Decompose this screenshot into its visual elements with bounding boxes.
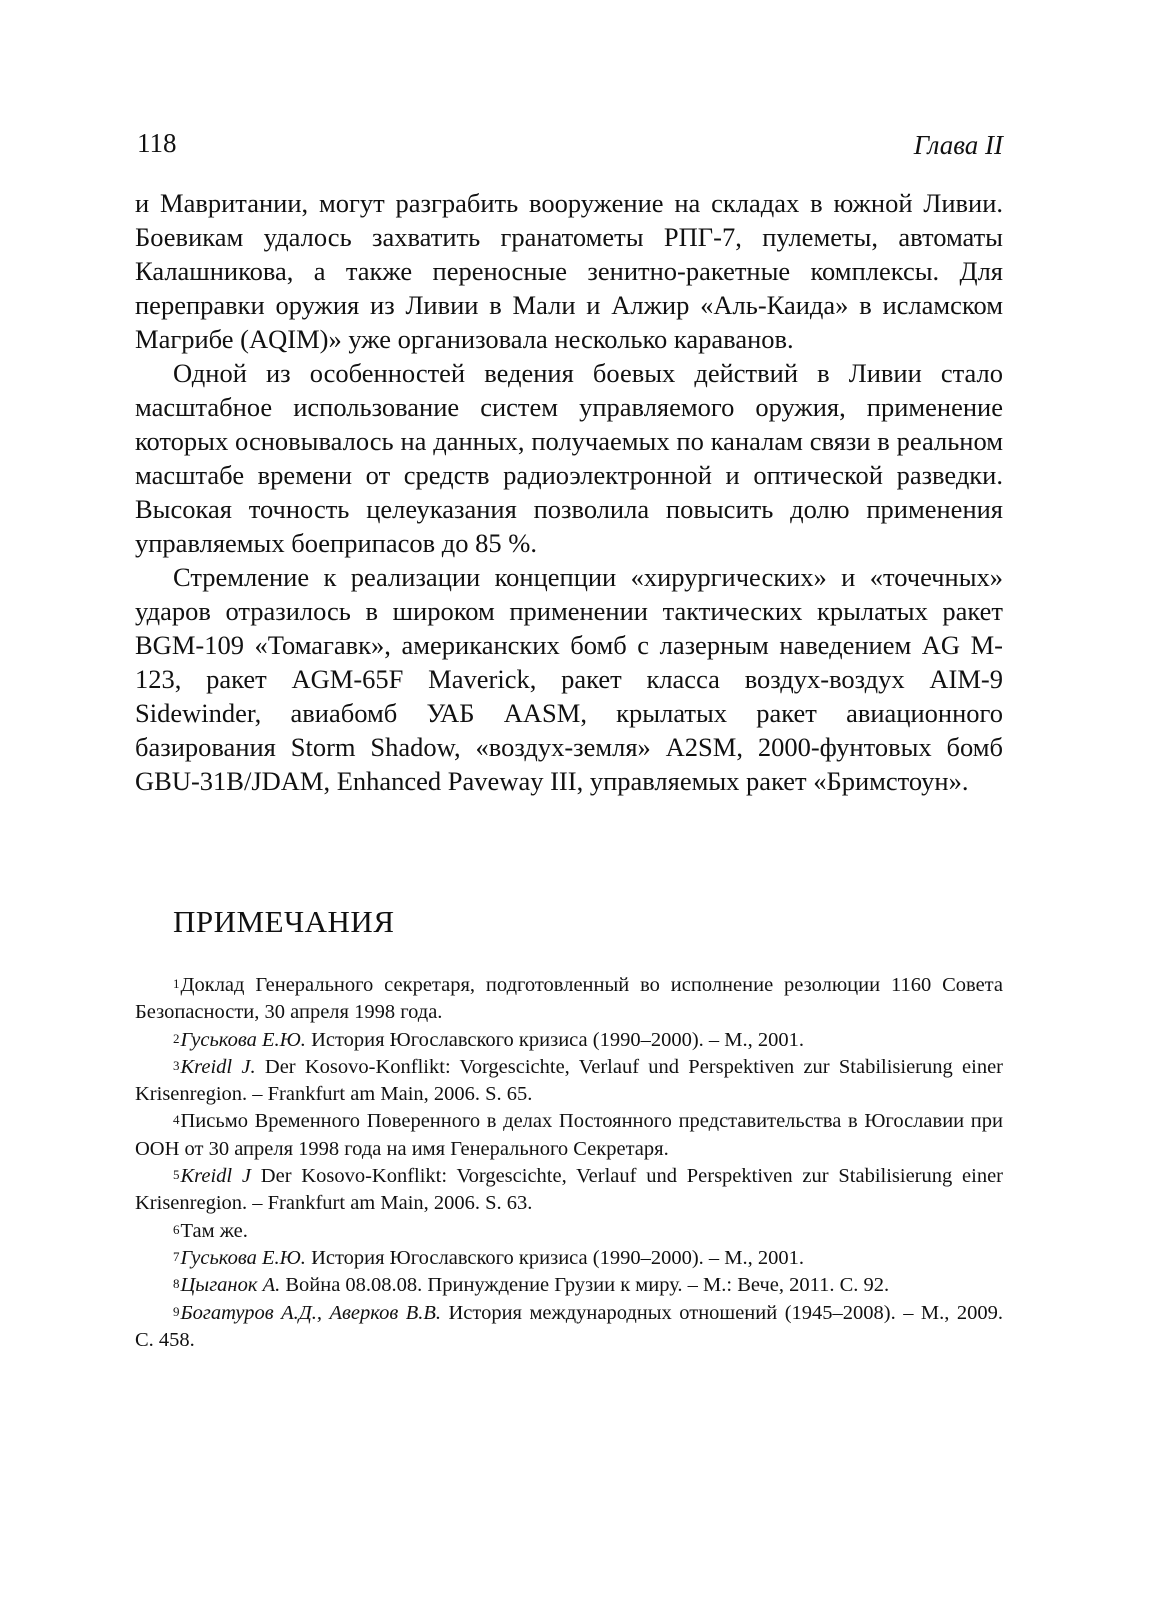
footnote-number: 6	[173, 1221, 180, 1237]
footnote-author: Гуськова Е.Ю.	[180, 1028, 306, 1051]
footnote-author: Гуськова Е.Ю.	[180, 1246, 306, 1269]
running-head	[135, 128, 1003, 168]
footnote	[135, 1245, 1003, 1272]
footnote-author: Kreidl J	[180, 1165, 252, 1188]
footnote	[135, 1027, 1003, 1054]
notes-list	[135, 972, 1003, 1354]
footnote-text: История международных отношений (1945–2008). – М., 2009. С. 458.	[135, 1301, 1003, 1351]
paragraph: и Мавритании, могут разграбить вооружение на складах в южной Ливии. Боевикам удалось захватить гранатометы РПГ-7, пулеметы, автоматы Калашникова, а также переносные зенитно-ракетные комплексы. Для переправки оружия из Ливии в Мали и Алжир «Аль-Каида» в исламском Магрибе (AQIM)» уже организовала несколько караванов.	[135, 188, 1003, 354]
footnote-text: История Югославского кризиса (1990–2000). – М., 2001.	[305, 1246, 805, 1269]
footnote-text: Der Kosovo-Konflikt: Vorgescichte, Verlauf und Perspektiven zur Stabilisierung einer Krisenregion. – Frankfurt am Main, 2006. S. 65.	[135, 1055, 1003, 1106]
page-number: 118	[137, 128, 177, 158]
footnote-text: История Югославского кризиса (1990–2000). – М., 2001.	[305, 1028, 805, 1051]
footnote-author: Kreidl J.	[180, 1055, 256, 1078]
footnote	[135, 1300, 1003, 1355]
footnote-number: 3	[173, 1057, 180, 1073]
footnote-text: Доклад Генерального секретаря, подготовленный во исполнение резолюции 1160 Совета Безопасности, 30 апреля 1998 года.	[135, 974, 1003, 1024]
footnote-text: Der Kosovo-Konflikt: Vorgescichte, Verlauf und Perspektiven zur Stabilisierung einer Krisenregion. – Frankfurt am Main, 2006. S. 63.	[135, 1165, 1003, 1215]
footnote-text: Там же.	[180, 1219, 248, 1242]
footnote-text: Война 08.08.08. Принуждение Грузии к миру. – М.: Вече, 2011. С. 92.	[280, 1274, 890, 1297]
footnote-number: 5	[173, 1167, 180, 1183]
footnote-number: 2	[173, 1030, 180, 1046]
footnote	[135, 972, 1003, 1027]
paragraph: Стремление к реализации концепции «хирургических» и «точечных» ударов отразилось в широком применении тактических крылатых ракет BGM-109 «Томагавк», американских бомб с лазерным наведением AG M-123, ракет AGM-65F Maverick, ракет класса воздух-воздух AIM-9 Sidewinder, авиабомб УАБ AASM, крылатых ракет авиационного базирования Storm Shadow, «воздух-земля» A2SM, 2000-фунтовых бомб GBU-31B/JDAM, Enhanced Paveway III, управляемых ракет «Бримстоун».	[135, 562, 1003, 796]
body-text	[135, 186, 1003, 798]
footnote	[135, 1054, 1003, 1109]
book-page	[135, 128, 1003, 1528]
footnote-number: 9	[173, 1303, 180, 1319]
footnote	[135, 1108, 1003, 1163]
paragraph: Одной из особенностей ведения боевых действий в Ливии стало масштабное использование систем управляемого оружия, применение которых основывалось на данных, получаемых по каналам связи в реальном масштабе времени от средств радиоэлектронной и оптической разведки. Высокая точность целеуказания позволила повысить долю применения управляемых боеприпасов до 85 %.	[135, 358, 1003, 558]
footnote-author: Богатуров А.Д., Аверков В.В.	[180, 1301, 442, 1324]
footnote-number: 4	[173, 1112, 180, 1128]
footnote	[135, 1272, 1003, 1299]
notes-heading: ПРИМЕЧАНИЯ	[173, 904, 395, 939]
footnote-number: 1	[173, 976, 180, 991]
footnote	[135, 1218, 1003, 1245]
footnote-author: Цыганок А.	[180, 1274, 281, 1297]
chapter-title: Глава II	[913, 130, 1003, 160]
footnote-text: Письмо Временного Поверенного в делах Постоянного представительства в Югославии при ООН от 30 апреля 1998 года на имя Генерального Секретаря.	[135, 1110, 1003, 1160]
footnote-number: 8	[173, 1276, 180, 1292]
footnote	[135, 1163, 1003, 1218]
footnote-number: 7	[173, 1248, 180, 1264]
